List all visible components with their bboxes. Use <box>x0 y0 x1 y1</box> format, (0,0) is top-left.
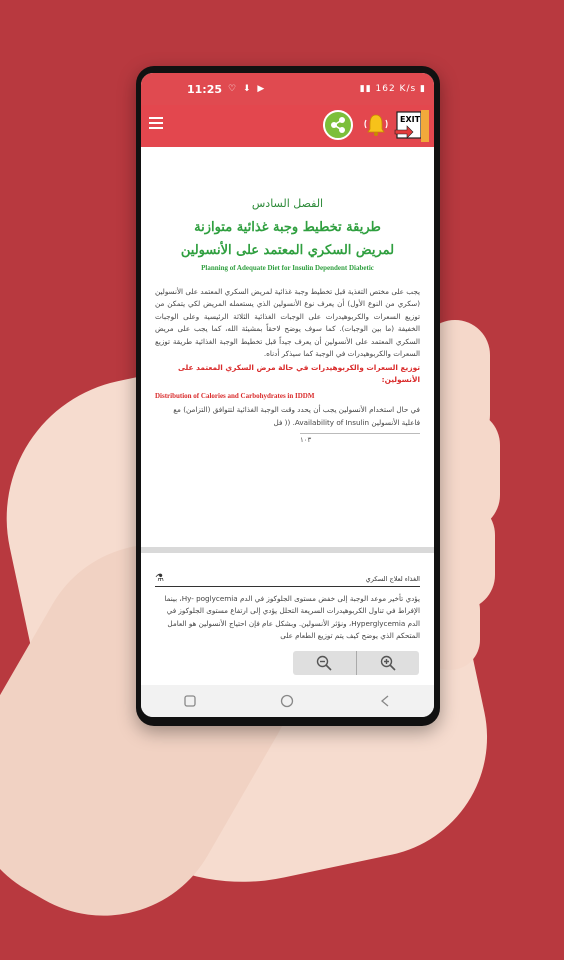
hamburger-icon[interactable] <box>149 117 163 129</box>
system-nav-bar <box>141 685 434 717</box>
recents-icon[interactable] <box>183 694 197 708</box>
home-icon[interactable] <box>280 694 294 708</box>
phone-frame <box>136 66 440 726</box>
chapter-heading-english: Planning of Adequate Diet for Insulin Dependent Diabetic <box>201 264 374 272</box>
body-paragraph: يجب على مختص التغذية قبل تخطيط وجبة غذائية لمريض السكري المعتمد على الأنسولين (سكري من النوع الأول) أن يعرف نوع الأنسولين الذي يستعمله المريض لكي يتمكن من توزيع السعرات والكربوهيدرات على الوجبات الغذائية الثلاثة الرئيسية وعلى الوجبات الخفيفة (ما بين الوجبات). كما سوف يوضح لاحقاً بمشيئة الله، كما يجب على مريض السكري المعتمد على الأنسولين أن يعرف جيداً قبل تخطيط الوجبة الغذائية طريقة توزيع السعرات والكربوهيدرات في الوجبة كما سيذكر أدناه. <box>155 287 420 359</box>
page2-text: يؤدي تأخير موعد الوجبة إلى خفض مستوى الجلوكوز في الدم Hy- poglycemia، بينما الإفراط في تناول الكربوهيدرات السريعة التحلل يؤدي إلى ارتفاع مستوى الجلوكوز في الدم Hyperglycemia، ونؤثر الأنسولين. وبشكل عام فإن احتياج الأنسولين هو العامل المتحكم الذي يوضح كيف يتم توزيع الطعام على <box>164 594 420 641</box>
section-heading-english: Distribution of Calories and Carbohydrates in IDDM <box>155 392 315 401</box>
zoom-controls <box>293 651 419 675</box>
zoom-in-button[interactable] <box>357 651 420 675</box>
notification-bell-button[interactable] <box>363 111 389 139</box>
status-bar <box>141 73 434 105</box>
chapter-heading-line1: طريقة تخطيط وجبة غذائية متوازنة <box>194 220 381 235</box>
zoom-out-icon <box>316 655 332 671</box>
phone-screen <box>141 73 434 717</box>
page2-header <box>155 573 420 587</box>
exit-button[interactable] <box>393 110 431 142</box>
app-toolbar <box>141 105 434 147</box>
body-paragraph-2: في حال استخدام الأنسولين يجب أن يحدد وقت الوجبة الغذائية لتتوافق (التزامن) مع فاعلية الأنسولين Availability of Insulin. (( فل <box>173 405 420 427</box>
status-icons: ♡ ⬇ ▶ <box>228 84 267 94</box>
zoom-in-icon <box>380 655 396 671</box>
section-heading: توزيع السعرات والكربوهيدرات في حالة مرض السكري المعتمد على الأنسولين: <box>178 363 420 385</box>
book-page[interactable] <box>141 147 434 547</box>
share-button[interactable] <box>323 110 353 140</box>
page2-header-text: الغذاء لعلاج السكري <box>365 574 420 583</box>
page-number: ١٠٣ <box>300 433 420 444</box>
status-time: 11:25 <box>187 82 223 96</box>
status-right-icons: ▮▮ 162 K/s ▮ <box>359 84 426 94</box>
chapter-label: الفصل السادس <box>251 197 324 210</box>
exit-label: EXIT <box>400 115 421 124</box>
back-icon[interactable] <box>378 694 392 708</box>
share-icon <box>325 112 351 138</box>
bell-icon <box>363 111 389 139</box>
zoom-out-button[interactable] <box>293 651 357 675</box>
flask-icon: ⚗ <box>155 573 164 584</box>
chapter-heading-line2: لمريض السكري المعتمد على الأنسولين <box>180 243 395 258</box>
